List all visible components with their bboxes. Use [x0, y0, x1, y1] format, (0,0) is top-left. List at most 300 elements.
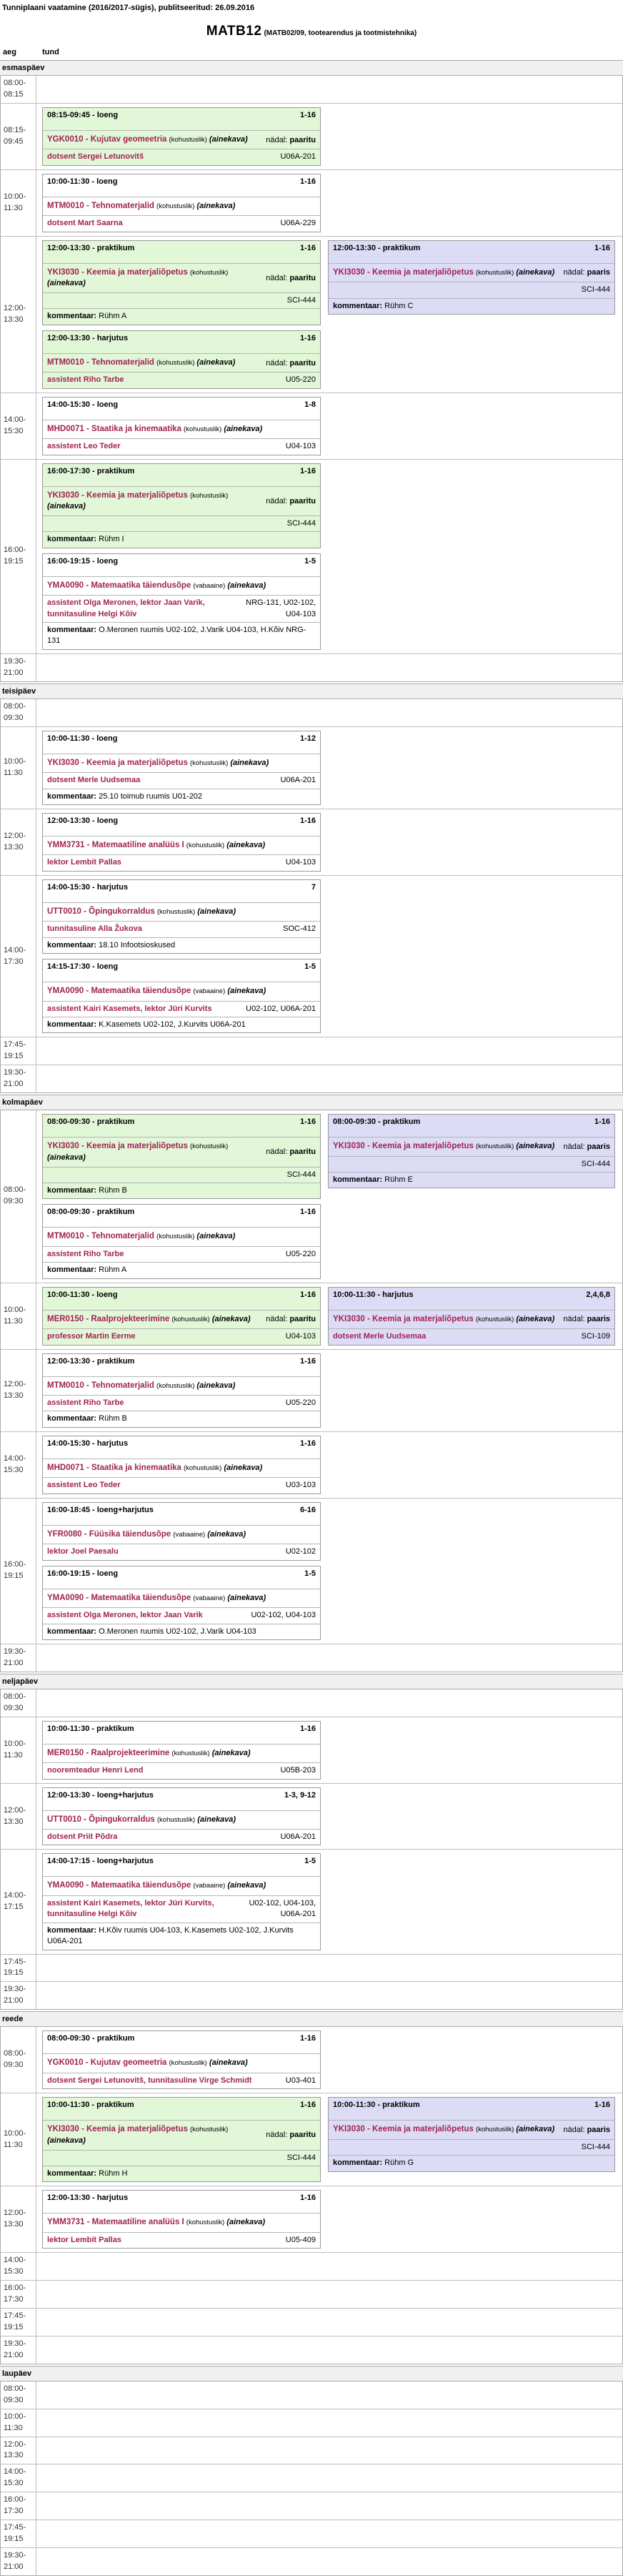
course-link[interactable]: MHD0071 - Staatika ja kinemaatika	[47, 424, 181, 433]
ainekava-link[interactable]: (ainekava)	[47, 502, 86, 511]
block-weeks: 1-16	[299, 333, 316, 342]
timetable-row	[1, 2027, 622, 2093]
time-slot: 19:30- 21:00	[1, 2336, 36, 2364]
course-line	[47, 1880, 316, 1892]
row-content	[36, 104, 622, 169]
time-slot: 14:00- 15:30	[1, 1432, 36, 1498]
course-link[interactable]: MTM0010 - Tehnomaterjalid	[47, 1232, 154, 1241]
block-course-row	[43, 836, 320, 855]
block-header	[43, 2098, 320, 2120]
week-parity: nädal: paaritu	[266, 358, 316, 367]
block-staff-room-row	[329, 2139, 614, 2155]
block-time-type: 08:15-09:45 - loeng	[47, 110, 119, 119]
ainekava-link[interactable]: (ainekava)	[209, 2058, 248, 2068]
left-column	[42, 1114, 321, 1278]
column-header-aeg: aeg	[3, 48, 16, 56]
course-link[interactable]: YKI3030 - Keemia ja materjaliõpetus	[333, 1314, 474, 1323]
room-codes: U03-401	[285, 2076, 316, 2085]
row-content	[36, 1784, 622, 1850]
block-course-row	[43, 2213, 320, 2232]
day-section-laupäev	[0, 2366, 623, 2576]
course-block	[42, 107, 321, 166]
timetable-row	[1, 1849, 622, 1953]
block-time-type: 10:00-11:30 - loeng	[47, 177, 118, 186]
course-link[interactable]: YMA0090 - Matemaatika täiendusõpe	[47, 1593, 191, 1602]
block-staff-room-row	[43, 1544, 320, 1559]
block-staff-room-row	[43, 1001, 320, 1017]
course-link[interactable]: UTT0010 - Õpingukorraldus	[47, 907, 155, 916]
block-weeks: 1-16	[299, 2034, 316, 2043]
block-comment-row: kommentaar: Rühm E	[329, 1172, 614, 1188]
row-content	[36, 699, 622, 726]
ainekava-link[interactable]: (ainekava)	[516, 1314, 555, 1323]
course-line	[47, 134, 257, 146]
course-kind: (kohustuslik)	[156, 1233, 195, 1241]
week-parity: nädal: paaritu	[266, 135, 316, 144]
course-kind: (kohustuslik)	[186, 841, 225, 849]
ainekava-link[interactable]: (ainekava)	[197, 1815, 236, 1824]
block-header	[329, 1115, 614, 1137]
course-line	[47, 1593, 316, 1604]
staff-names[interactable]: nooremteadur Henri Lend	[47, 1766, 144, 1775]
course-line	[47, 357, 257, 369]
right-column	[328, 1114, 615, 1188]
day-table	[0, 1689, 623, 2010]
week-parity: nädal: paaritu	[266, 1315, 316, 1324]
ainekava-link[interactable]: (ainekava)	[209, 134, 248, 144]
block-course-row	[43, 1376, 320, 1396]
timetable-row	[1, 2186, 622, 2252]
block-weeks: 1-16	[594, 1117, 610, 1127]
block-comment-row: kommentaar: 18.10 Infootsioskused	[43, 937, 320, 953]
staff-names[interactable]: professor Martin Eerme	[47, 1332, 136, 1341]
course-link[interactable]: YKI3030 - Keemia ja materjaliõpetus	[333, 267, 474, 277]
block-time-type: 14:15-17:30 - loeng	[47, 962, 119, 972]
ainekava-link[interactable]: (ainekava)	[227, 987, 266, 996]
ainekava-link[interactable]: (ainekava)	[230, 758, 269, 767]
comment-label: kommentaar:	[47, 312, 97, 321]
block-time-type: 14:00-15:30 - harjutus	[47, 1438, 129, 1448]
course-link[interactable]: YGK0010 - Kujutav geomeetria	[47, 2058, 167, 2068]
course-kind: (vabaaine)	[173, 1530, 206, 1539]
block-course-row	[43, 1744, 320, 1763]
course-link[interactable]: YFR0080 - Füüsika täiendusõpe	[47, 1529, 171, 1539]
timetable-row	[1, 169, 622, 236]
block-course-row	[43, 197, 320, 216]
course-line	[47, 267, 257, 289]
row-content	[36, 809, 622, 875]
block-weeks: 1-16	[299, 177, 316, 186]
course-kind: (kohustuslik)	[169, 135, 207, 144]
block-course-row	[43, 982, 320, 1001]
block-staff-room-row	[43, 2073, 320, 2088]
comment-label: kommentaar:	[47, 2168, 97, 2178]
row-content	[36, 2548, 622, 2575]
time-slot: 10:00- 11:30	[1, 2409, 36, 2437]
row-content	[36, 2464, 622, 2492]
block-staff-room-row	[43, 1246, 320, 1262]
comment-label: kommentaar:	[47, 626, 97, 635]
row-content	[36, 1499, 622, 1644]
ainekava-link[interactable]: (ainekava)	[196, 357, 236, 367]
row-content	[36, 2281, 622, 2308]
ainekava-link[interactable]: (ainekava)	[47, 1153, 86, 1162]
timetable-row	[1, 1783, 622, 1850]
timetable-row	[1, 726, 622, 809]
comment-label: kommentaar:	[47, 1627, 97, 1636]
block-weeks: 6-16	[299, 1505, 316, 1514]
ainekava-link[interactable]: (ainekava)	[211, 1748, 251, 1757]
block-time-type: 10:00-11:30 - praktikum	[47, 1724, 134, 1733]
time-slot: 16:00- 19:15	[1, 1499, 36, 1644]
room-codes: SCI-444	[286, 2153, 316, 2162]
row-content	[36, 2336, 622, 2364]
block-comment-row: kommentaar: Rühm C	[329, 298, 614, 314]
course-link[interactable]: YKI3030 - Keemia ja materjaliõpetus	[333, 2125, 474, 2134]
comment-label: kommentaar:	[47, 940, 97, 949]
block-staff-room-row	[43, 215, 320, 231]
room-codes: U06A-229	[280, 219, 316, 228]
block-course-row	[43, 576, 320, 596]
staff-names[interactable]: dotsent Priit Põdra	[47, 1832, 118, 1842]
block-time-type: 14:00-15:30 - harjutus	[47, 882, 129, 892]
block-header	[43, 174, 320, 197]
staff-names[interactable]: assistent Olga Meronen, lektor Jaan Varik, tunnitasuline Helgi Kõiv	[47, 598, 205, 618]
block-weeks: 1-16	[299, 1356, 316, 1366]
block-comment-row: kommentaar: K.Kasemets U02-102, J.Kurvits U06A-201	[43, 1017, 320, 1032]
staff-names[interactable]: dotsent Mart Saarna	[47, 219, 123, 228]
course-link[interactable]: YKI3030 - Keemia ja materjaliõpetus	[47, 2125, 188, 2134]
block-weeks: 1-3, 9-12	[284, 1790, 316, 1800]
course-block	[42, 879, 321, 954]
ainekava-link[interactable]: (ainekava)	[196, 1232, 236, 1241]
course-link[interactable]: YMM3731 - Matemaatiline analüüs I	[47, 2218, 184, 2227]
day-section-esmaspäev	[0, 60, 623, 682]
ainekava-link[interactable]: (ainekava)	[227, 1881, 266, 1890]
block-time-type: 16:00-19:15 - loeng	[47, 1569, 119, 1578]
course-line	[47, 2124, 257, 2146]
ainekava-link[interactable]: (ainekava)	[516, 267, 555, 277]
timetable-row	[1, 1431, 622, 1498]
course-block	[42, 1721, 321, 1780]
block-weeks: 1-5	[304, 1857, 316, 1866]
room-codes: NRG-131, U02-102, U04-103	[246, 598, 316, 618]
course-block	[42, 813, 321, 872]
room-codes: U05B-203	[280, 1766, 316, 1775]
course-line	[47, 1231, 316, 1243]
course-link[interactable]: YKI3030 - Keemia ja materjaliõpetus	[47, 267, 188, 277]
timetable-row	[1, 1954, 622, 1982]
course-link[interactable]: MTM0010 - Tehnomaterjalid	[47, 1381, 154, 1390]
course-link[interactable]: YKI3030 - Keemia ja materjaliõpetus	[47, 1142, 188, 1151]
ainekava-link[interactable]: (ainekava)	[516, 1142, 555, 1151]
course-block	[42, 2097, 321, 2182]
block-staff-room-row	[43, 372, 320, 388]
block-weeks: 1-16	[299, 1117, 316, 1127]
row-content	[36, 1432, 622, 1498]
course-line	[47, 1748, 316, 1760]
block-staff-room-row	[43, 515, 320, 531]
block-weeks: 1-16	[299, 466, 316, 475]
ainekava-link[interactable]: (ainekava)	[47, 2136, 86, 2145]
ainekava-link[interactable]: (ainekava)	[196, 1381, 236, 1390]
block-course-row	[43, 1876, 320, 1895]
course-header	[0, 24, 623, 39]
staff-names[interactable]: assistent Leo Teder	[47, 442, 121, 451]
block-header	[329, 2098, 614, 2120]
course-link[interactable]: UTT0010 - Õpingukorraldus	[47, 1815, 155, 1824]
staff-names[interactable]: assistent Kairi Kasemets, lektor Jüri Kurvits	[47, 1004, 212, 1013]
staff-names[interactable]: tunnitasuline Alla Žukova	[47, 924, 142, 934]
staff-names[interactable]: assistent Leo Teder	[47, 1481, 121, 1490]
staff-names[interactable]: assistent Riho Tarbe	[47, 1398, 124, 1408]
staff-names[interactable]: assistent Kairi Kasemets, lektor Jüri Kurvits, tunnitasuline Helgi Kõiv	[47, 1898, 214, 1919]
course-link[interactable]: YKI3030 - Keemia ja materjaliõpetus	[47, 758, 188, 767]
ainekava-link[interactable]: (ainekava)	[516, 2125, 555, 2134]
day-table	[0, 1110, 623, 1672]
block-header	[43, 731, 320, 754]
course-kind: (kohustuslik)	[189, 491, 229, 500]
block-staff-room-row	[43, 1829, 320, 1845]
comment-label: kommentaar:	[47, 1414, 97, 1423]
course-kind: (kohustuslik)	[189, 1143, 229, 1151]
course-link[interactable]: MTM0010 - Tehnomaterjalid	[47, 201, 154, 210]
week-parity: nädal: paaris	[563, 268, 610, 277]
staff-names[interactable]: assistent Olga Meronen, lektor Jaan Varik	[47, 1611, 203, 1620]
course-link[interactable]: YMA0090 - Matemaatika täiendusõpe	[47, 581, 191, 590]
comment-label: kommentaar:	[333, 301, 383, 310]
time-slot: 08:00- 09:30	[1, 1689, 36, 1717]
room-codes: SCI-444	[286, 1170, 316, 1179]
day-table	[0, 75, 623, 682]
block-weeks: 1-16	[299, 1208, 316, 1217]
course-line	[47, 1815, 316, 1826]
block-weeks: 1-16	[594, 243, 610, 252]
day-name: esmaspäev	[0, 60, 623, 75]
staff-names[interactable]: dotsent Merle Uudsemaa	[333, 1332, 427, 1341]
staff-names[interactable]: dotsent Merle Uudsemaa	[47, 776, 141, 785]
ainekava-link[interactable]: (ainekava)	[226, 2218, 265, 2227]
block-time-type: 12:00-13:30 - loeng+harjutus	[47, 1790, 154, 1800]
course-link[interactable]: YGK0010 - Kujutav geomeetria	[47, 134, 167, 144]
timetable-row	[1, 1981, 622, 2009]
time-slot: 12:00- 13:30	[1, 237, 36, 393]
ainekava-link[interactable]: (ainekava)	[211, 1314, 251, 1323]
course-kind: (kohustuslik)	[156, 1381, 195, 1390]
row-content	[36, 1689, 622, 1717]
ainekava-link[interactable]: (ainekava)	[226, 840, 265, 849]
room-codes: U02-102, U06A-201	[246, 1004, 316, 1013]
block-staff-room-row	[43, 1607, 320, 1623]
staff-names[interactable]: lektor Lembit Pallas	[47, 2235, 121, 2244]
room-codes: U05-409	[285, 2235, 316, 2244]
right-column	[328, 2097, 615, 2171]
time-slot: 19:30- 21:00	[1, 1644, 36, 1672]
block-comment-row: kommentaar: Rühm H	[43, 2166, 320, 2181]
week-parity: nädal: paaritu	[266, 1148, 316, 1157]
timetable-row	[1, 809, 622, 875]
block-time-type: 10:00-11:30 - loeng	[47, 1290, 118, 1299]
course-line	[333, 1314, 555, 1326]
row-content	[36, 2492, 622, 2520]
course-line	[47, 1381, 316, 1392]
block-course-row	[43, 486, 320, 515]
course-kind: (vabaaine)	[193, 987, 226, 996]
ainekava-link[interactable]: (ainekava)	[227, 581, 266, 590]
course-block	[42, 2030, 321, 2089]
course-link[interactable]: MER0150 - Raalprojekteerimine	[47, 1314, 170, 1323]
staff-names[interactable]: assistent Riho Tarbe	[47, 1249, 124, 1258]
ainekava-link[interactable]: (ainekava)	[197, 907, 236, 916]
course-block	[42, 1287, 321, 1346]
course-kind: (kohustuslik)	[189, 268, 229, 277]
block-staff-room-row	[329, 1328, 614, 1344]
left-column	[42, 107, 321, 166]
course-link[interactable]: YMA0090 - Matemaatika täiendusõpe	[47, 1881, 191, 1890]
course-link[interactable]: YKI3030 - Keemia ja materjaliõpetus	[333, 1142, 474, 1151]
course-line	[333, 1141, 555, 1153]
time-slot: 17:45- 19:15	[1, 2520, 36, 2547]
course-block	[42, 1566, 321, 1640]
course-line	[47, 581, 316, 592]
timetable-row	[1, 2382, 622, 2409]
column-headers	[0, 46, 623, 60]
left-column	[42, 2030, 321, 2089]
ainekava-link[interactable]: (ainekava)	[47, 279, 86, 288]
room-codes: SCI-444	[286, 296, 316, 305]
staff-names[interactable]: assistent Riho Tarbe	[47, 375, 124, 385]
timetable-row	[1, 1283, 622, 1349]
block-staff-room-row	[43, 772, 320, 788]
course-link[interactable]: MER0150 - Raalprojekteerimine	[47, 1748, 170, 1757]
block-staff-room-row	[43, 438, 320, 454]
comment-label: kommentaar:	[47, 1265, 97, 1275]
block-course-row	[329, 263, 614, 282]
day-table	[0, 2026, 623, 2364]
course-kind: (kohustuslik)	[189, 759, 229, 767]
time-slot: 10:00- 11:30	[1, 170, 36, 236]
block-staff-room-row	[43, 1167, 320, 1183]
course-link[interactable]: YMA0090 - Matemaatika täiendusõpe	[47, 987, 191, 996]
block-header	[43, 464, 320, 486]
timetable-row	[1, 1065, 622, 1092]
staff-names[interactable]: dotsent Sergei Letunovitš	[47, 152, 144, 162]
time-slot: 19:30- 21:00	[1, 1982, 36, 2009]
row-content	[36, 170, 622, 236]
block-weeks: 2,4,6,8	[586, 1290, 610, 1299]
course-block	[328, 240, 615, 315]
block-header	[43, 1436, 320, 1459]
time-slot: 14:00- 15:30	[1, 2464, 36, 2492]
block-header	[43, 1115, 320, 1137]
course-link[interactable]: MTM0010 - Tehnomaterjalid	[47, 357, 154, 367]
block-weeks: 1-5	[304, 1569, 316, 1578]
ainekava-link[interactable]: (ainekava)	[224, 1463, 263, 1472]
course-link[interactable]: YMM3731 - Matemaatiline analüüs I	[47, 840, 184, 849]
room-codes: SCI-444	[581, 285, 610, 295]
timetable-row	[1, 393, 622, 459]
course-block	[42, 1436, 321, 1494]
block-time-type: 08:00-09:30 - praktikum	[333, 1117, 421, 1127]
time-slot: 16:00- 17:30	[1, 2492, 36, 2520]
timetable-row	[1, 236, 622, 393]
course-link[interactable]: MHD0071 - Staatika ja kinemaatika	[47, 1463, 181, 1472]
day-section-kolmapäev	[0, 1095, 623, 1672]
block-time-type: 16:00-19:15 - loeng	[47, 556, 119, 566]
course-block	[328, 1114, 615, 1188]
block-staff-room-row	[43, 854, 320, 870]
course-kind: (kohustuslik)	[156, 202, 195, 210]
ainekava-link[interactable]: (ainekava)	[196, 201, 236, 210]
room-codes: SCI-444	[581, 1159, 610, 1168]
ainekava-link[interactable]: (ainekava)	[227, 1593, 266, 1602]
row-content	[36, 1350, 622, 1431]
room-codes: U03-103	[285, 1481, 316, 1490]
staff-names[interactable]: lektor Joel Paesalu	[47, 1547, 119, 1556]
staff-names[interactable]: dotsent Sergei Letunovitš, tunnitasuline Virge Schmidt	[47, 2076, 252, 2085]
ainekava-link[interactable]: (ainekava)	[224, 424, 263, 433]
page-title: Tunniplaani vaatamine (2016/2017-sügis), publitseeritud: 26.09.2016	[2, 4, 255, 12]
block-staff-room-row	[43, 1328, 320, 1344]
staff-names[interactable]: lektor Lembit Pallas	[47, 858, 121, 867]
row-content	[36, 1982, 622, 2009]
course-kind: (vabaaine)	[193, 1882, 226, 1890]
block-header	[43, 1722, 320, 1744]
course-block	[42, 397, 321, 455]
room-codes: U06A-201	[280, 1832, 316, 1842]
comment-label: kommentaar:	[47, 535, 97, 544]
block-header	[43, 1566, 320, 1589]
course-block	[42, 240, 321, 325]
block-staff-room-row	[329, 1156, 614, 1172]
week-parity: nädal: paaris	[563, 2125, 610, 2134]
block-comment-row: kommentaar: H.Kõiv ruumis U04-103, K.Kasemets U02-102, J.Kurvits U06A-201	[43, 1923, 320, 1950]
block-comment-row: kommentaar: Rühm I	[43, 531, 320, 547]
timetable-row	[1, 2464, 622, 2492]
timetable-row	[1, 1717, 622, 1783]
row-content	[36, 76, 622, 103]
timetable-row	[1, 103, 622, 169]
block-time-type: 14:00-15:30 - loeng	[47, 400, 119, 409]
time-slot: 10:00- 11:30	[1, 2093, 36, 2186]
row-content	[36, 876, 622, 1037]
left-column	[42, 879, 321, 1034]
left-column	[42, 731, 321, 805]
course-link[interactable]: YKI3030 - Keemia ja materjaliõpetus	[47, 490, 188, 500]
block-staff-room-row	[43, 292, 320, 308]
block-weeks: 1-16	[594, 2101, 610, 2110]
timetable-row	[1, 653, 622, 681]
course-subtitle: (MATB02/09, tootearendus ja tootmistehnika)	[264, 29, 417, 37]
row-content	[36, 1850, 622, 1953]
course-kind: (kohustuslik)	[475, 1315, 514, 1323]
block-weeks: 1-16	[299, 1290, 316, 1299]
course-kind: (vabaaine)	[193, 1594, 226, 1602]
block-header	[329, 241, 614, 263]
block-comment-row: kommentaar: Rühm G	[329, 2155, 614, 2171]
block-course-row	[43, 1137, 320, 1166]
block-staff-room-row	[43, 595, 320, 622]
block-weeks: 1-12	[299, 734, 316, 743]
block-time-type: 08:00-09:30 - praktikum	[47, 1117, 135, 1127]
block-comment-row: kommentaar: 25.10 toimub ruumis U01-202	[43, 789, 320, 804]
ainekava-link[interactable]: (ainekava)	[207, 1529, 246, 1539]
course-line	[333, 2124, 555, 2136]
course-block	[42, 1114, 321, 1199]
block-course-row	[43, 1459, 320, 1478]
timetable-row	[1, 2437, 622, 2464]
time-slot: 08:15- 09:45	[1, 104, 36, 169]
